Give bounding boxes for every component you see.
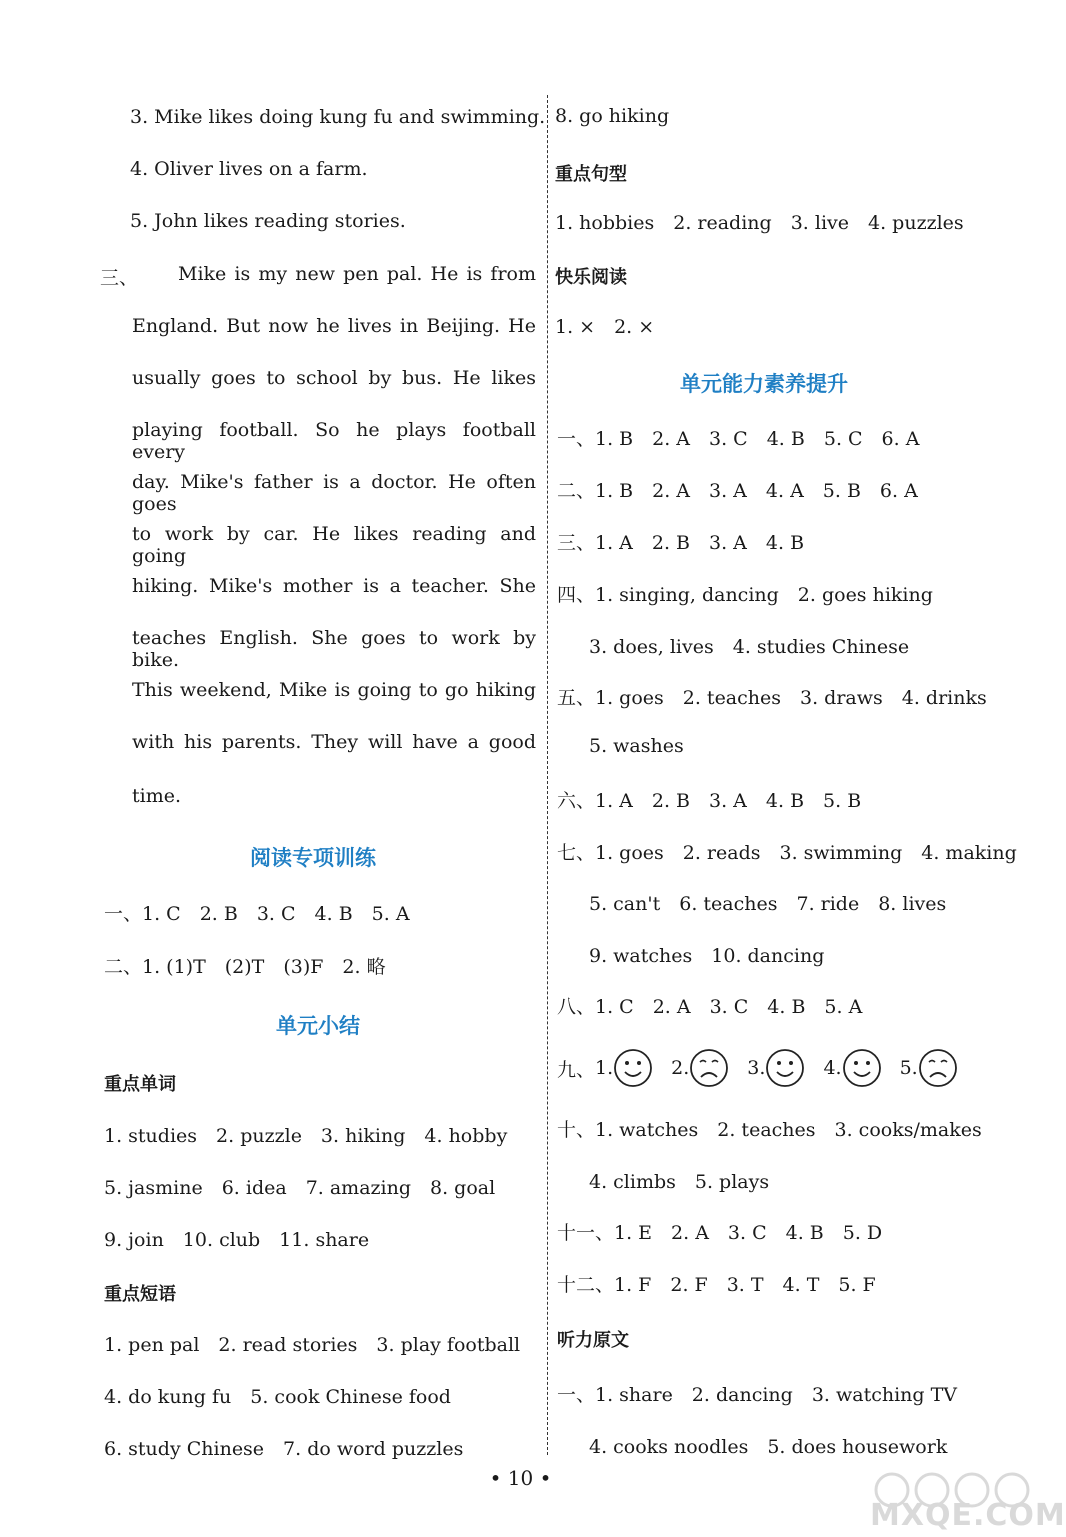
answer-line: 三、1. A 2. B 3. A 4. B [557,532,805,554]
answer-line: 一、1. share 2. dancing 3. watching TV [557,1384,958,1406]
answer-line: 9. watches 10. dancing [589,945,825,967]
passage-line: hiking. Mike's mother is a teacher. She [132,575,536,597]
answer-line: 3. Mike likes doing kung fu and swimming. [130,106,546,128]
answer-line: 5. washes [589,735,684,757]
answer-line: 5. John likes reading stories. [130,210,406,232]
answer-line: 四、1. singing, dancing 2. goes hiking [557,584,933,606]
face-number: 2. [671,1057,690,1079]
column-divider [547,95,548,1455]
answer-line: 二、1. B 2. A 3. A 4. A 5. B 6. A [557,480,918,502]
sad-face-icon [918,1048,958,1088]
answer-line: 十二、1. F 2. F 3. T 4. T 5. F [557,1274,876,1296]
face-number: 1. [595,1057,614,1079]
key-words-line: 5. jasmine 6. idea 7. amazing 8. goal [104,1177,496,1199]
answer-line: 十、1. watches 2. teaches 3. cooks/makes [557,1119,982,1141]
answer-line: 1. hobbies 2. reading 3. live 4. puzzles [555,212,964,234]
sad-face-icon [689,1048,729,1088]
happy-reading-heading: 快乐阅读 [555,267,627,288]
section-3-label: 三、 [100,267,139,289]
key-phrases-line: 4. do kung fu 5. cook Chinese food [104,1386,451,1408]
passage-line: usually goes to school by bus. He likes [132,367,536,389]
faces-label: 九、 [557,1058,596,1081]
listening-heading: 听力原文 [557,1330,629,1351]
passage-line: time. [132,785,182,807]
watermark-text: MXQE.COM [870,1498,1066,1533]
reading-training-title: 阅读专项训练 [250,846,376,870]
face-number: 3. [747,1057,766,1079]
passage-line: teaches English. She goes to work by bike. [132,627,536,671]
smiley-face-icon [842,1048,882,1088]
ability-title: 单元能力素养提升 [680,372,848,396]
answer-line: 一、1. B 2. A 3. C 4. B 5. C 6. A [557,428,920,450]
passage-line: day. Mike's father is a doctor. He often goes [132,471,536,515]
key-words-line: 9. join 10. club 11. share [104,1229,370,1251]
unit-summary-title: 单元小结 [276,1014,360,1038]
passage-line: This weekend, Mike is going to go hiking [132,679,536,701]
answer-line: 五、1. goes 2. teaches 3. draws 4. drinks [557,687,987,709]
passage-line: to work by car. He likes reading and going [132,523,536,567]
answer-line: 8. go hiking [555,105,670,127]
answer-line: 3. does, lives 4. studies Chinese [589,636,910,658]
answer-line: 七、1. goes 2. reads 3. swimming 4. making [557,842,1017,864]
key-phrases-line: 6. study Chinese 7. do word puzzles [104,1438,464,1460]
key-phrases-line: 1. pen pal 2. read stories 3. play football [104,1334,521,1356]
answer-line: 一、1. C 2. B 3. C 4. B 5. A [104,903,410,925]
smiley-face-icon [613,1048,653,1088]
sentence-heading: 重点句型 [555,164,627,185]
answer-line: 5. can't 6. teaches 7. ride 8. lives [589,893,947,915]
smiley-face-icon [765,1048,805,1088]
answer-line: 4. cooks noodles 5. does housework [589,1436,948,1458]
passage-line: Mike is my new pen pal. He is from [178,263,536,285]
answer-line: 二、1. (1)T (2)T (3)F 2. 略 [104,956,386,978]
face-number: 5. [899,1057,918,1079]
watermark-logo [862,1470,1066,1533]
answer-line: 八、1. C 2. A 3. C 4. B 5. A [557,996,863,1018]
answer-line: 六、1. A 2. B 3. A 4. B 5. B [557,790,862,812]
key-words-line: 1. studies 2. puzzle 3. hiking 4. hobby [104,1125,508,1147]
answer-line: 4. climbs 5. plays [589,1171,770,1193]
answer-line: 1. × 2. × [555,316,655,338]
answer-line: 十一、1. E 2. A 3. C 4. B 5. D [557,1222,883,1244]
faces-row [557,1046,976,1090]
passage-line: playing football. So he plays football every [132,419,536,463]
page-number: • 10 • [489,1466,552,1490]
face-number: 4. [823,1057,842,1079]
key-words-heading: 重点单词 [104,1074,176,1095]
passage-line: England. But now he lives in Beijing. He [132,315,536,337]
passage-line: with his parents. They will have a good [132,731,536,753]
answer-line: 4. Oliver lives on a farm. [130,158,368,180]
key-phrases-heading: 重点短语 [104,1284,176,1305]
